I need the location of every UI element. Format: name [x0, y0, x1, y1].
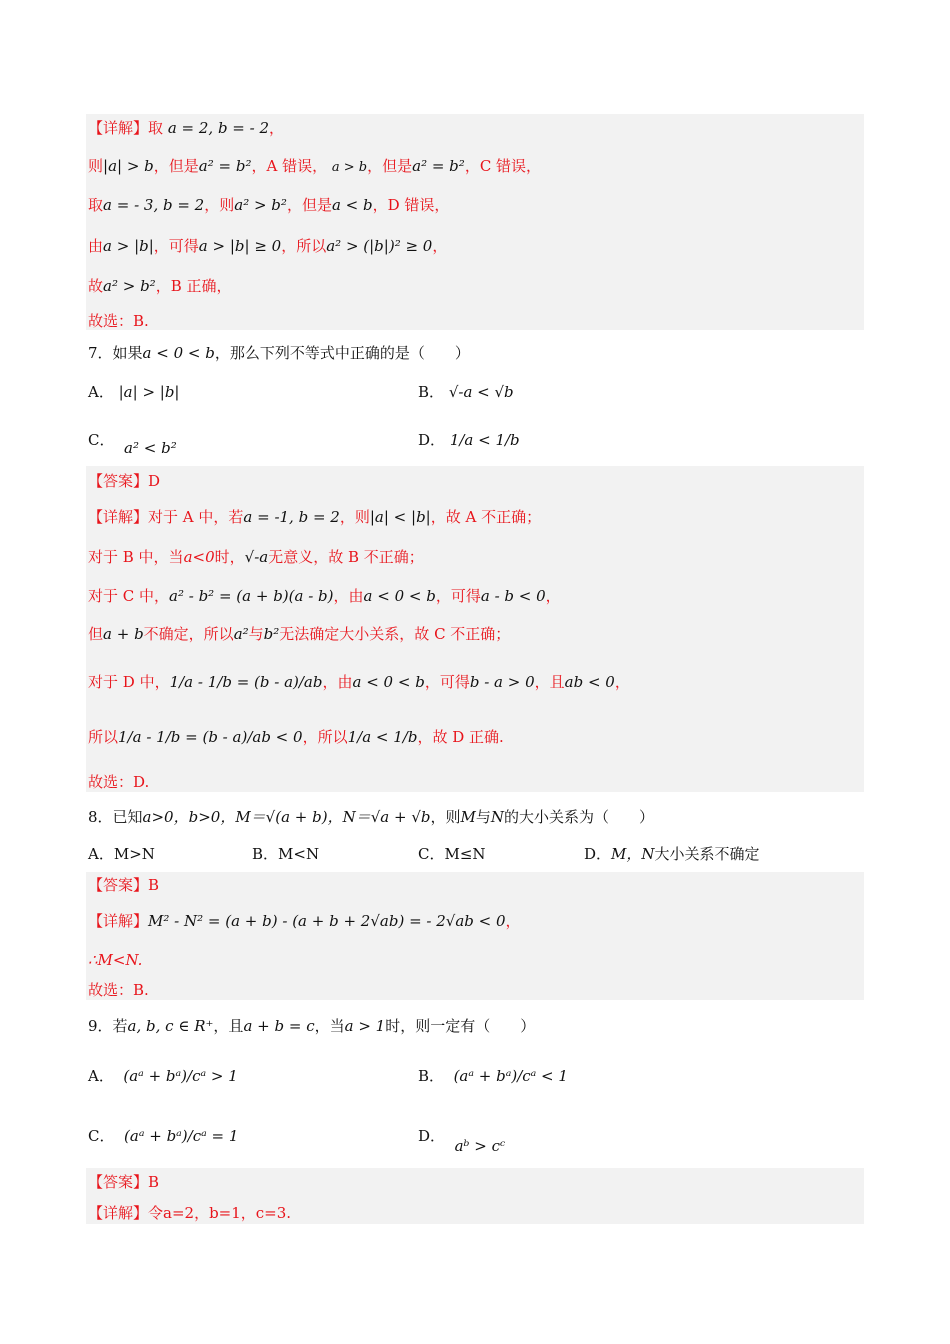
- answer-label: 【答案】: [88, 472, 149, 490]
- q8-detail-line-1: 【详解】M² - N² = (a + b) - (a + b + 2√ab) = - 2√ab < 0，: [88, 912, 521, 930]
- q6-choose: 故选：B.: [88, 312, 149, 330]
- q7-detail-line-1: 【详解】对于 A 中，若a = -1, b = 2，则|a| < |b|，故 A 不正确；: [88, 508, 542, 526]
- q8-answer: [88, 875, 159, 895]
- q7-answer: [88, 471, 160, 491]
- q8-option-d: D．M，N大小关系不确定: [584, 845, 760, 863]
- q7-option-d: D． 1/a < 1/b: [418, 431, 520, 449]
- detail-label: 【详解】: [88, 912, 149, 930]
- answer-value: B: [148, 876, 160, 894]
- detail-label: 【详解】: [88, 1204, 149, 1222]
- answer-value: D: [148, 472, 161, 490]
- q6-detail-line-3: 取a = - 3, b = 2，则a² > b²，但是a < b，D 错误，: [88, 196, 450, 214]
- detail-label: 【详解】: [88, 119, 149, 137]
- q9-option-b: B． (aᵃ + bᵃ)/cᵃ < 1: [418, 1067, 568, 1085]
- q9-option-d: D． aᵇ > cᶜ: [418, 1127, 506, 1155]
- q9-stem: 9．若a, b, c ∈ R⁺，且a + b = c，当a > 1时，则一定有（ ）: [88, 1017, 536, 1035]
- q8-option-a: A．M>N: [88, 845, 155, 863]
- q8-solution-box: [86, 872, 864, 1000]
- q8-detail-line-2: ∴M<N.: [88, 951, 143, 969]
- math: a = 2, b = - 2: [167, 119, 270, 137]
- q8-option-b: B．M<N: [252, 845, 320, 863]
- answer-value: B: [148, 1173, 160, 1191]
- q6-detail-line-2: 则|a| > b，但是a² = b²，A 错误， a > b，但是a² = b²，C 错误，: [88, 157, 542, 175]
- q7-option-b: B． √-a < √b: [418, 383, 514, 401]
- q9-detail-line-1: 【详解】令a=2，b=1，c=3.: [88, 1204, 292, 1222]
- q7-detail-line-5: 对于 D 中，1/a - 1/b = (b - a)/ab，由a < 0 < b，可得b - a > 0，且ab < 0，: [88, 673, 630, 691]
- q9-answer: [88, 1172, 159, 1192]
- q8-option-c: C．M≤N: [418, 845, 486, 863]
- q7-detail-line-4: 但a + b不确定，所以a²与b²无法确定大小关系，故 C 不正确；: [88, 625, 511, 643]
- q7-stem: 7．如果a < 0 < b，那么下列不等式中正确的是（ ）: [88, 344, 470, 362]
- q7-detail-line-2: 对于 B 中，当a<0时，√-a无意义，故 B 不正确；: [88, 548, 424, 566]
- q6-detail-line-1: 【详解】取 a = 2, b = - 2，: [88, 119, 285, 137]
- q6-solution-box: [86, 114, 864, 330]
- answer-label: 【答案】: [88, 1173, 149, 1191]
- detail-label: 【详解】: [88, 508, 149, 526]
- q6-detail-line-5: 故a² > b²，B 正确，: [88, 277, 232, 295]
- q7-detail-line-6: 所以1/a - 1/b = (b - a)/ab < 0，所以1/a < 1/b，故 D 正确.: [88, 728, 504, 746]
- q8-stem: 8．已知a>0，b>0，M＝√(a + b)，N＝√a + √b，则M与N的大小关系为（ ）: [88, 808, 655, 826]
- q8-choose: 故选：B.: [88, 981, 149, 999]
- q6-detail-line-4: 由a > |b|，可得a > |b| ≥ 0，所以a² > (|b|)² ≥ 0，: [88, 237, 448, 255]
- q9-option-c: C． (aᵃ + bᵃ)/cᵃ = 1: [88, 1127, 239, 1145]
- q7-option-a: A． |a| > |b|: [88, 383, 180, 401]
- answer-label: 【答案】: [88, 876, 149, 894]
- q7-choose: 故选：D.: [88, 773, 150, 791]
- q7-detail-line-3: 对于 C 中，a² - b² = (a + b)(a - b)，由a < 0 < b，可得a - b < 0，: [88, 587, 561, 605]
- q9-option-a: A． (aᵃ + bᵃ)/cᵃ > 1: [88, 1067, 238, 1085]
- q7-option-c: C． a² < b²: [88, 431, 177, 457]
